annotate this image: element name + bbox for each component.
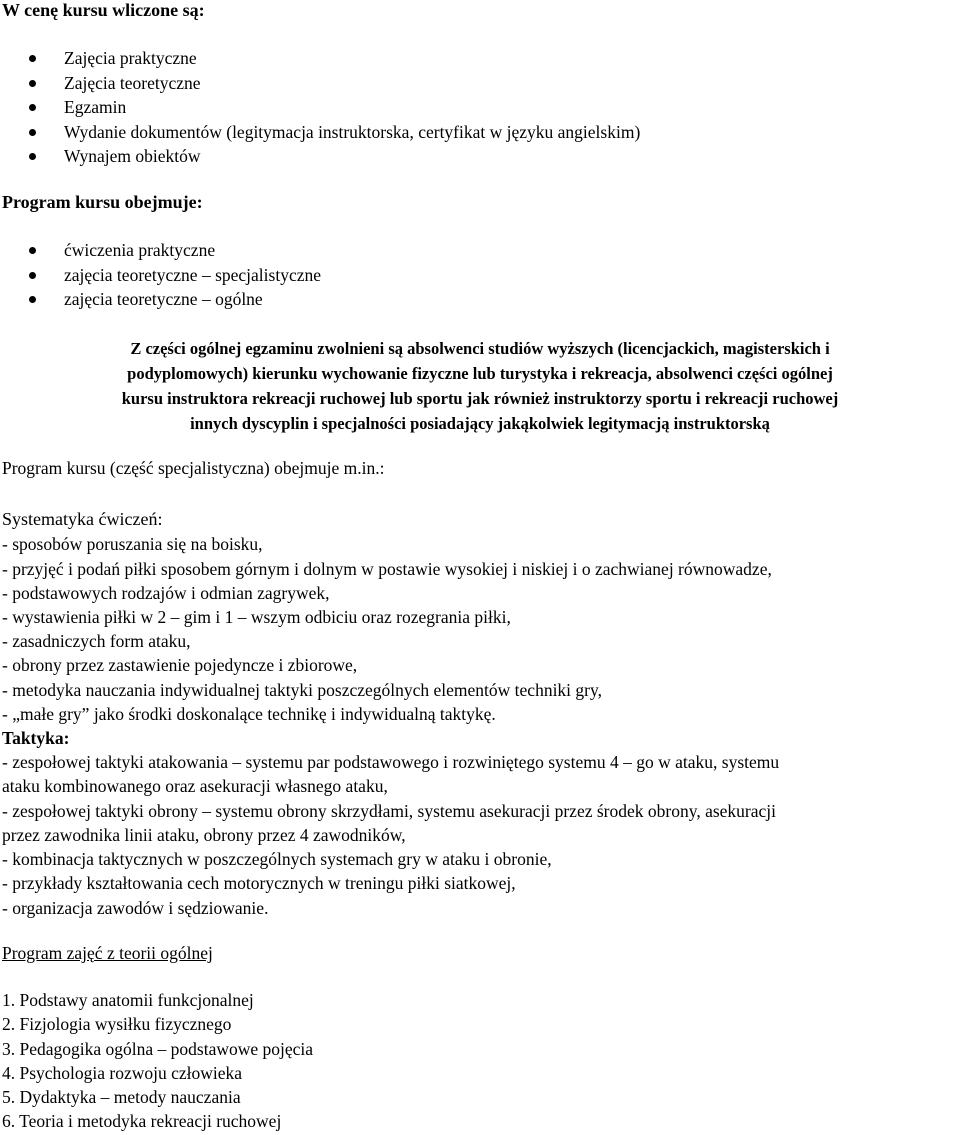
exemption-line: Z części ogólnej egzaminu zwolnieni są absolwenci studiów wyższych (licencjackich, magisterskich i — [130, 339, 830, 358]
systematyka-item: - sposobów poruszania się na boisku, — [2, 534, 263, 554]
taktyka-item: - organizacja zawodów i sędziowanie. — [2, 898, 269, 918]
systematyka-item: - przyjęć i podań piłki sposobem górnym i dolnym w postawie wysokiej i niskiej i o zachwianej równowadze, — [2, 559, 772, 579]
systematyka-item: - „małe gry” jako środki doskonalące technikę i indywidualną taktykę. — [2, 704, 496, 724]
special-program-intro: Program kursu (część specjalistyczna) obejmuje m.in.: — [2, 458, 385, 478]
systematyka-item: - obrony przez zastawienie pojedyncze i zbiorowe, — [2, 655, 358, 675]
taktyka-item: - przykłady kształtowania cech motorycznych w treningu piłki siatkowej, — [2, 873, 516, 893]
taktyka-item: - zespołowej taktyki atakowania – systemu par podstawowego i rozwiniętego systemu 4 – go w ataku, systemu — [2, 752, 780, 772]
general-theory-heading: Program zajęć z teorii ogólnej — [2, 943, 213, 963]
systematyka-item: - podstawowych rodzajów i odmian zagrywek, — [2, 583, 330, 603]
section-heading-price-includes: W cenę kursu wliczone są: — [2, 0, 205, 20]
list-item: Wynajem obiektów — [0, 144, 640, 169]
list-item: zajęcia teoretyczne – specjalistyczne — [0, 263, 321, 288]
taktyka-item: - kombinacja taktycznych w poszczególnych systemach gry w ataku i obronie, — [2, 849, 552, 869]
theory-item: 6. Teoria i metodyka rekreacji ruchowej — [2, 1111, 282, 1131]
list-item: Egzamin — [0, 95, 640, 120]
section-heading-program: Program kursu obejmuje: — [2, 192, 203, 212]
systematyka-item: - wystawienia piłki w 2 – gim i 1 – wszym odbiciu oraz rozegrania piłki, — [2, 607, 511, 627]
list-item: ćwiczenia praktyczne — [0, 238, 321, 263]
theory-item: 2. Fizjologia wysiłku fizycznego — [2, 1014, 232, 1034]
theory-item: 5. Dydaktyka – metody nauczania — [2, 1087, 241, 1107]
theory-item: 3. Pedagogika ogólna – podstawowe pojęcia — [2, 1039, 314, 1059]
program-list — [0, 238, 321, 312]
exemption-line: innych dyscyplin i specjalności posiadający jakąkolwiek legitymacją instruktorską — [190, 414, 770, 433]
exemption-line: podyplomowych) kierunku wychowanie fizyczne lub turystyka i rekreacja, absolwenci części ogólnej — [127, 364, 833, 383]
list-item: Zajęcia praktyczne — [0, 46, 640, 71]
list-item: zajęcia teoretyczne – ogólne — [0, 287, 321, 312]
list-item: Zajęcia teoretyczne — [0, 71, 640, 96]
taktyka-item: przez zawodnika linii ataku, obrony przez 4 zawodników, — [2, 825, 406, 845]
systematyka-item: - zasadniczych form ataku, — [2, 631, 191, 651]
systematyka-item: - metodyka nauczania indywidualnej taktyki poszczególnych elementów techniki gry, — [2, 680, 602, 700]
taktyka-heading: Taktyka: — [2, 728, 70, 748]
theory-item: 1. Podstawy anatomii funkcjonalnej — [2, 990, 254, 1010]
taktyka-item: - zespołowej taktyki obrony – systemu obrony skrzydłami, systemu asekuracji przez środek obrony, asekuracji — [2, 801, 777, 821]
taktyka-item: ataku kombinowanego oraz asekuracji własnego ataku, — [2, 776, 388, 796]
exemption-line: kursu instruktora rekreacji ruchowej lub sportu jak również instruktorzy sportu i rekreacji ruchowej — [121, 389, 839, 408]
price-includes-list — [0, 46, 640, 169]
systematyka-heading: Systematyka ćwiczeń: — [2, 509, 163, 529]
theory-item: 4. Psychologia rozwoju człowieka — [2, 1063, 243, 1083]
list-item: Wydanie dokumentów (legitymacja instruktorska, certyfikat w języku angielskim) — [0, 120, 640, 145]
